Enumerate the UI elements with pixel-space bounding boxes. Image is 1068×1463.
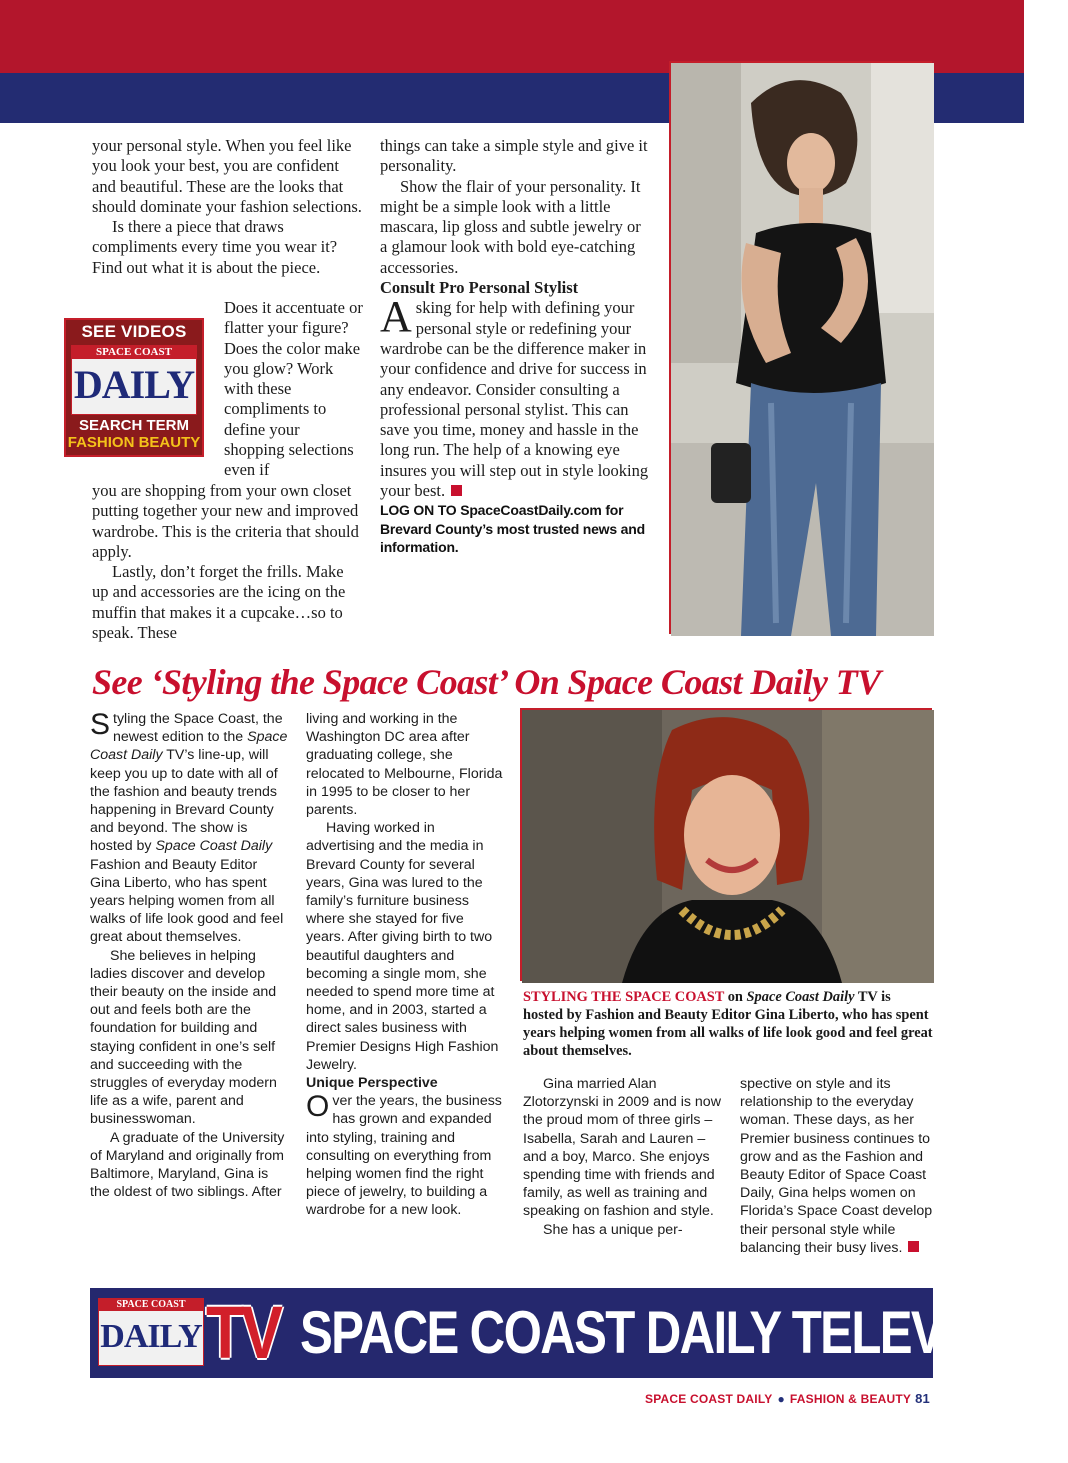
- paragraph: living and working in the Washington DC area after graduating college, she relocated to Melbourne, Florida in 1995 to be closer to her parents.: [306, 711, 503, 819]
- footer-section: FASHION & BEAUTY: [789, 1392, 912, 1406]
- paragraph: Lastly, don’t forget the frills. Make up and accessories are the icing on the muffin that makes it a cupcake…so to speak. These: [92, 562, 346, 643]
- banner-title: SPACE COAST DAILY TELEVISION: [300, 1299, 1068, 1366]
- page-number: 81: [915, 1391, 930, 1406]
- end-mark-icon: [908, 1241, 919, 1252]
- section-headline: See ‘Styling the Space Coast’ On Space Coast Daily TV: [92, 662, 881, 702]
- paragraph: your personal style. When you feel like you look your best, you are confident and beautiful. These are the looks that should dominate your fashion selections.: [92, 136, 362, 216]
- portrait-illustration: [522, 710, 934, 983]
- paragraph: Does it accentuate or flatter your figure? Does the color make you glow? Work with these compliments to define your shopping selections even if: [224, 298, 363, 480]
- see-videos-label: SEE VIDEOS: [81, 322, 187, 341]
- article-column-6: [740, 1075, 940, 1257]
- paragraph: [740, 1075, 940, 1257]
- gina-liberto-portrait-photo: [520, 708, 932, 981]
- paragraph-text: ver the years, the business has grown and expanded into styling, training and consulting on everything from helping women find the right piece of jewelry, to building a wardrobe for a new look.: [306, 1093, 502, 1219]
- search-term-value: FASHION BEAUTY: [67, 434, 201, 451]
- see-videos-badge[interactable]: [64, 318, 204, 457]
- tv-logo-mark: TV: [206, 1291, 280, 1374]
- end-mark-icon: [451, 485, 462, 496]
- article-column-4: [306, 710, 506, 1220]
- paragraph-text: sking for help with defining your personal style or redefining your wardrobe can be the difference maker in your confidence and drive for success in any endeavor. Consider consulting a professional personal stylist. This can save you time, money and hassle in the long run. The help of a knowing eye insures you will step out in style looking your best.: [380, 298, 649, 501]
- caption-text: on: [724, 989, 747, 1005]
- paragraph: you are shopping from your own closet putting together your new and improved wardrobe. This is the criteria that should apply.: [92, 481, 359, 561]
- logo-top-text: SPACE COAST: [72, 346, 196, 359]
- logo-main-text: DAILY: [100, 1318, 202, 1355]
- paragraph: A graduate of the University of Maryland and originally from Baltimore, Maryland, Gina is the oldest of two siblings. After: [90, 1129, 285, 1201]
- article-column-2: [380, 136, 650, 557]
- logo-top-text: SPACE COAST: [99, 1299, 203, 1311]
- paragraph: She believes in helping ladies discover and develop their beauty on the inside and out and feels both are the foundation for building and staying confident in one’s self and succeeding with the struggles of everyday modern life as a wife, parent and businesswoman.: [90, 947, 277, 1128]
- logon-promo: LOG ON TO SpaceCoastDaily.com for Brevard County’s most trusted news and information.: [380, 502, 645, 556]
- paragraph: Is there a piece that draws compliments every time you wear it? Find out what it is about the piece.: [92, 217, 338, 277]
- photo-caption: [523, 988, 933, 1060]
- article-column-3: [90, 710, 290, 1201]
- paragraph-text: spective on style and its relationship to the everyday woman. These days, as her Premier business continues to grow and as the Fashion and Beauty Editor of Space Coast Daily, Gina helps women on Florida’s Space Coast develop their personal style while balancing their busy lives.: [740, 1076, 933, 1256]
- drop-cap: O: [306, 1090, 330, 1124]
- caption-text: TV is hosted by Fashion and Beauty Editor Gina Liberto, who has spent years helping women from all walks of life look good and feel great about themselves.: [523, 989, 933, 1059]
- drop-cap: S: [90, 708, 111, 741]
- article-column-5: [523, 1075, 723, 1239]
- text-run: tyling the Space Coast, the newest edition to the: [113, 711, 283, 746]
- paragraph-dropcap: [380, 292, 650, 501]
- fashion-model-illustration: [671, 63, 934, 636]
- text-run: Fashion and Beauty Editor Gina Liberto, who has spent years helping women from all walks of life look good and feel great about themselves.: [90, 856, 284, 946]
- paragraph: She has a unique per-: [543, 1221, 683, 1238]
- paragraph: Show the flair of your personality. It might be a simple look with a little mascara, lip gloss and subtle jewelry or a glamour look with bold eye-catching accessories.: [380, 176, 641, 277]
- space-coast-daily-logo: [98, 1298, 204, 1366]
- space-coast-daily-logo: [71, 345, 197, 415]
- footer-publication: SPACE COAST DAILY: [645, 1392, 773, 1406]
- subheading: Unique Perspective: [306, 1075, 438, 1092]
- bullet-icon: ●: [777, 1392, 785, 1406]
- paragraph: things can take a simple style and give it personality.: [380, 136, 648, 176]
- paragraph-dropcap: [306, 1092, 506, 1219]
- text-run: TV’s line-up, will keep you up to date with all of the fashion and beauty trends happening in Brevard County and beyond. The show is hosted by: [90, 747, 278, 855]
- logo-main-text: DAILY: [73, 362, 195, 407]
- caption-show-name: STYLING THE SPACE COAST: [523, 989, 725, 1005]
- publication-name: Space Coast Daily: [155, 838, 273, 855]
- article-column-1-continued: [92, 481, 362, 643]
- drop-cap: A: [380, 292, 412, 342]
- paragraph: Having worked in advertising and the media in Brevard County for several years, Gina was lured to the family’s furniture business where she stayed for five years. After giving birth to two beautiful daughters and becoming a single mom, she needed to spend more time at home, and in 2003, started a direct sales business with Premier Designs High Fashion Jewelry.: [306, 820, 499, 1073]
- page-footer: [645, 1391, 930, 1406]
- article-column-1: [92, 136, 362, 278]
- paragraph-dropcap: [90, 710, 290, 947]
- space-coast-daily-tv-banner[interactable]: [90, 1288, 1068, 1378]
- paragraph: Gina married Alan Zlotorzynski in 2009 and is now the proud mom of three girls – Isabella, Sarah and Lauren – and a boy, Marco. She enjoys spending time with friends and family, as well as training and speaking on fashion and style.: [523, 1076, 721, 1220]
- article-column-1-wrap: [224, 298, 364, 481]
- publication-name: Space Coast Daily: [90, 729, 288, 764]
- subheading: Consult Pro Personal Stylist: [380, 278, 579, 298]
- caption-publication: Space Coast Daily: [746, 989, 855, 1005]
- fashion-model-photo: [669, 61, 932, 634]
- search-term-label: SEARCH TERM: [78, 417, 189, 434]
